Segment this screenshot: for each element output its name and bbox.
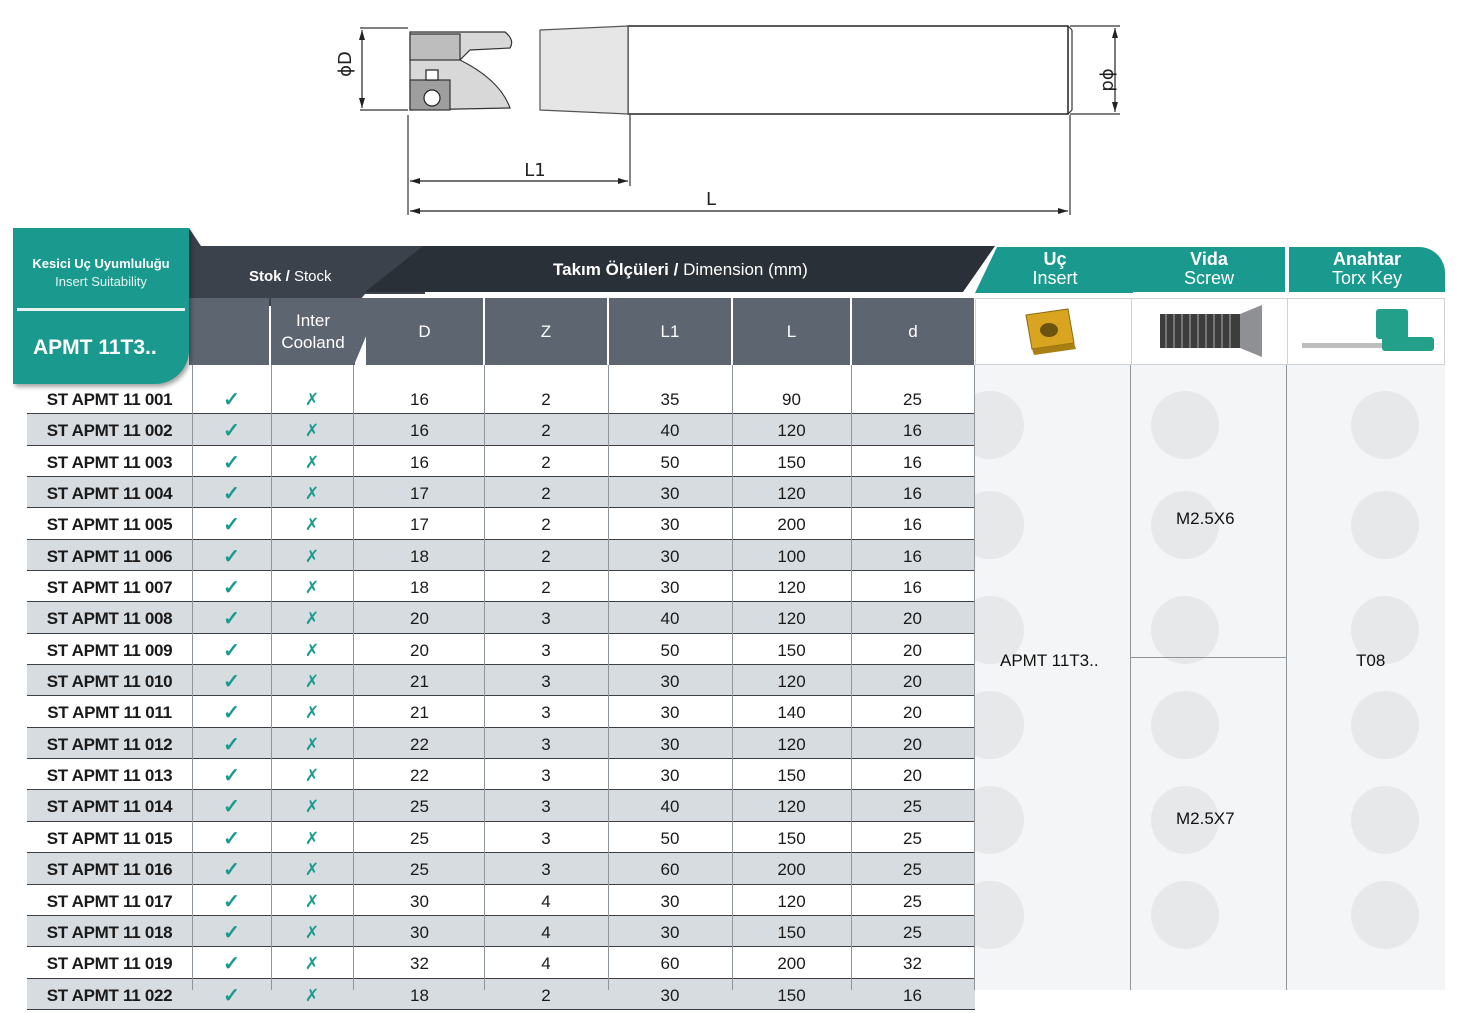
cell-d: 25: [903, 390, 922, 409]
cell-l: 120: [777, 797, 806, 817]
stock-check-icon: ✓: [223, 890, 240, 913]
col-Z-header: Z: [485, 298, 607, 365]
cell-code: ST APMT 11 019: [46, 954, 173, 974]
cooland-cross-icon: ✗: [304, 703, 320, 723]
table-row: [27, 979, 975, 1010]
cell-z: 2: [541, 985, 551, 1005]
cell-l: 150: [777, 922, 806, 942]
cell-code: ST APMT 11 004: [46, 484, 173, 504]
stock-check-icon: ✓: [223, 577, 240, 600]
cell-l1: 60: [660, 860, 680, 880]
cell-d: 22: [410, 766, 429, 786]
torx-key-image: [1287, 298, 1445, 365]
cell-d: 18: [410, 546, 429, 566]
cell-d: 20: [903, 703, 922, 723]
cell-z: 2: [541, 390, 551, 409]
cell-l: 120: [777, 578, 806, 598]
cell-l1: 50: [660, 640, 680, 660]
cell-d: 16: [903, 484, 922, 504]
col-L1-header: L1: [609, 298, 731, 365]
stock-check-icon: ✓: [223, 953, 240, 976]
cell-d: 16: [410, 421, 429, 441]
cell-code: ST APMT 11 018: [46, 922, 173, 942]
cell-code: ST APMT 11 014: [46, 797, 173, 817]
cell-code: ST APMT 11 006: [46, 546, 173, 566]
cell-l1: 30: [660, 891, 680, 911]
col-D-header: D: [366, 298, 483, 365]
cell-d: 20: [903, 672, 922, 692]
stock-subheader: [189, 298, 269, 365]
cooland-cross-icon: ✗: [304, 954, 320, 974]
cell-code: ST APMT 11 001: [46, 390, 173, 409]
screw-value-a: M2.5X6: [1176, 509, 1235, 528]
screw-value-b: M2.5X7: [1176, 809, 1235, 828]
table-row: [27, 602, 975, 633]
cell-z: 2: [541, 515, 551, 535]
dim-label-D: ϕD: [335, 51, 356, 77]
cell-z: 3: [541, 766, 551, 786]
stock-check-icon: ✓: [223, 639, 240, 662]
cell-d: 32: [903, 954, 922, 974]
stock-check-icon: ✓: [223, 671, 240, 694]
cell-l1: 30: [660, 578, 680, 598]
cooland-cross-icon: ✗: [304, 985, 320, 1005]
cell-l: 120: [777, 421, 806, 441]
table-row: [27, 414, 975, 445]
cell-z: 2: [541, 452, 551, 472]
cooland-cross-icon: ✗: [304, 578, 320, 598]
cell-l1: 30: [660, 672, 680, 692]
divider: [17, 308, 185, 311]
cell-code: ST APMT 11 010: [46, 672, 173, 692]
cell-code: ST APMT 11 008: [46, 609, 173, 629]
cell-z: 4: [541, 891, 551, 911]
cell-l1: 50: [660, 828, 680, 848]
cooland-cross-icon: ✗: [304, 390, 320, 409]
divider: [353, 365, 354, 990]
cooland-cross-icon: ✗: [304, 766, 320, 786]
cell-code: ST APMT 11 002: [46, 421, 173, 441]
torx-key-value: T08: [1356, 651, 1386, 670]
cell-l1: 50: [660, 452, 680, 472]
insert-icon: [976, 299, 1131, 364]
divider: [271, 365, 272, 990]
cooland-cross-icon: ✗: [304, 640, 320, 660]
cell-d: 16: [903, 421, 922, 441]
cell-z: 3: [541, 609, 551, 629]
screw-header: Vida Screw: [1133, 247, 1285, 292]
divider: [1286, 365, 1287, 990]
table-row: [27, 790, 975, 821]
divider: [192, 365, 193, 990]
cell-d: 16: [903, 985, 922, 1005]
table-row: [27, 634, 975, 665]
table-row: [27, 571, 975, 602]
cell-code: ST APMT 11 009: [46, 640, 173, 660]
cell-d: 16: [903, 578, 922, 598]
cell-code: ST APMT 11 011: [47, 703, 172, 723]
cell-d: 32: [410, 954, 429, 974]
table-row: [27, 947, 975, 978]
cell-code: ST APMT 11 017: [46, 891, 173, 911]
stock-check-icon: ✓: [223, 859, 240, 882]
cell-d: 25: [903, 828, 922, 848]
stock-check-icon: ✓: [223, 765, 240, 788]
cell-code: ST APMT 11 012: [46, 734, 173, 754]
dim-label-d: ϕd: [1098, 68, 1119, 92]
cell-z: 4: [541, 922, 551, 942]
table-row: [27, 853, 975, 884]
table-row: [27, 728, 975, 759]
cell-l: 100: [777, 546, 806, 566]
cell-d: 30: [410, 922, 429, 942]
torx-key-icon: [1288, 299, 1444, 364]
torx-key-header: Anahtar Torx Key: [1289, 247, 1445, 292]
col-L-header: L: [733, 298, 850, 365]
cell-l: 120: [777, 734, 806, 754]
merged-components-area: [975, 365, 1445, 990]
cell-z: 4: [541, 954, 551, 974]
screw-image: [1131, 298, 1288, 365]
cell-code: ST APMT 11 015: [46, 828, 173, 848]
cell-l1: 30: [660, 734, 680, 754]
stock-check-icon: ✓: [223, 420, 240, 443]
cooland-cross-icon: ✗: [304, 828, 320, 848]
table-row: [27, 885, 975, 916]
cell-l: 200: [777, 954, 806, 974]
cell-code: ST APMT 11 013: [46, 766, 173, 786]
cell-d: 20: [410, 609, 429, 629]
cell-d: 30: [410, 891, 429, 911]
cell-l1: 40: [660, 609, 680, 629]
cell-d: 16: [410, 452, 429, 472]
cell-l: 200: [777, 515, 806, 535]
cell-l1: 30: [660, 515, 680, 535]
cell-l1: 60: [660, 954, 680, 974]
divider: [732, 365, 733, 990]
cell-d: 25: [903, 891, 922, 911]
stock-check-icon: ✓: [223, 389, 240, 411]
cell-l: 120: [777, 609, 806, 629]
cell-code: ST APMT 11 005: [46, 515, 173, 535]
cell-z: 3: [541, 828, 551, 848]
cell-d: 25: [903, 922, 922, 942]
stock-check-icon: ✓: [223, 733, 240, 756]
insert-suitability-badge: [13, 228, 189, 384]
cell-l1: 40: [660, 421, 680, 441]
cell-d: 25: [903, 797, 922, 817]
cell-l1: 30: [660, 546, 680, 566]
cell-l1: 40: [660, 797, 680, 817]
watermark-pattern: [975, 365, 1445, 990]
table-row: [27, 446, 975, 477]
table-row: [27, 822, 975, 853]
cell-l: 150: [777, 640, 806, 660]
cell-z: 3: [541, 672, 551, 692]
screw-icon: [1132, 299, 1287, 364]
cell-l: 150: [777, 766, 806, 786]
cell-l1: 30: [660, 484, 680, 504]
cell-d: 18: [410, 578, 429, 598]
cell-d: 18: [410, 985, 429, 1005]
suitability-code: APMT 11T3..: [33, 336, 157, 359]
table-row: [27, 540, 975, 571]
insert-value: APMT 11T3..: [1000, 651, 1099, 670]
divider: [1130, 365, 1131, 990]
cell-z: 2: [541, 421, 551, 441]
divider: [484, 365, 485, 990]
stock-check-icon: ✓: [223, 514, 240, 537]
cell-d: 25: [410, 828, 429, 848]
cell-d: 20: [903, 640, 922, 660]
cooland-cross-icon: ✗: [304, 452, 320, 472]
cell-l1: 35: [660, 390, 680, 409]
cell-l1: 30: [660, 922, 680, 942]
table-row: [27, 477, 975, 508]
insert-header: Uç Insert: [1032, 249, 1078, 288]
table-row: [27, 759, 975, 790]
cell-d: 22: [410, 734, 429, 754]
cell-d: 16: [903, 546, 922, 566]
cell-l: 150: [777, 452, 806, 472]
cooland-cross-icon: ✗: [304, 421, 320, 441]
stock-check-icon: ✓: [223, 608, 240, 631]
badge-fold: [189, 228, 201, 248]
cell-l1: 30: [660, 766, 680, 786]
cell-l1: 30: [660, 703, 680, 723]
stock-check-icon: ✓: [223, 984, 240, 1007]
stock-check-icon: ✓: [223, 545, 240, 568]
stock-header: Stok / Stock: [249, 268, 332, 285]
table-row: [27, 665, 975, 696]
cell-d: 20: [410, 640, 429, 660]
cell-d: 20: [903, 609, 922, 629]
divider: [974, 365, 975, 990]
dim-label-L: L: [705, 189, 717, 210]
cell-l1: 30: [660, 985, 680, 1005]
divider: [608, 365, 609, 990]
cell-d: 21: [410, 672, 429, 692]
cell-z: 2: [541, 546, 551, 566]
cell-d: 17: [410, 515, 429, 535]
cooland-cross-icon: ✗: [304, 797, 320, 817]
cell-l: 150: [777, 828, 806, 848]
stock-check-icon: ✓: [223, 827, 240, 850]
cell-l: 120: [777, 672, 806, 692]
cell-z: 3: [541, 860, 551, 880]
cooland-cross-icon: ✗: [304, 734, 320, 754]
cell-l: 150: [777, 985, 806, 1005]
cooland-cross-icon: ✗: [304, 922, 320, 942]
cell-z: 2: [541, 484, 551, 504]
insert-image: [975, 298, 1132, 365]
cell-l: 200: [777, 860, 806, 880]
cooland-cross-icon: ✗: [304, 672, 320, 692]
divider: [1130, 657, 1287, 658]
cell-z: 2: [541, 578, 551, 598]
cooland-cross-icon: ✗: [304, 515, 320, 535]
stock-check-icon: ✓: [223, 451, 240, 474]
stock-check-icon: ✓: [223, 702, 240, 725]
cell-code: ST APMT 11 022: [46, 985, 173, 1005]
cell-l: 120: [777, 891, 806, 911]
cooland-cross-icon: ✗: [304, 484, 320, 504]
cell-d: 25: [903, 860, 922, 880]
table-row: [27, 383, 975, 414]
stock-check-icon: ✓: [223, 921, 240, 944]
cell-code: ST APMT 11 016: [46, 860, 173, 880]
tool-drawing: [0, 0, 1457, 225]
cell-d: 20: [903, 766, 922, 786]
stock-check-icon: ✓: [223, 483, 240, 506]
cell-l: 120: [777, 484, 806, 504]
cooland-cross-icon: ✗: [304, 891, 320, 911]
suitability-title: Kesici Uç Uyumluluğu: [32, 256, 170, 271]
stock-check-icon: ✓: [223, 796, 240, 819]
cell-l: 140: [777, 703, 806, 723]
cell-d: 16: [903, 452, 922, 472]
dimension-header: Takım Ölçüleri / Dimension (mm): [553, 260, 808, 279]
cell-d: 21: [410, 703, 429, 723]
cell-d: 17: [410, 484, 429, 504]
divider: [851, 365, 852, 990]
product-table: [27, 383, 975, 1010]
cell-z: 3: [541, 640, 551, 660]
cell-d: 16: [903, 515, 922, 535]
suitability-subtitle: Insert Suitability: [55, 274, 147, 289]
table-row: [27, 508, 975, 539]
cell-d: 16: [410, 390, 429, 409]
cooland-cross-icon: ✗: [304, 609, 320, 629]
table-row: [27, 696, 975, 727]
cell-d: 25: [410, 860, 429, 880]
cell-code: ST APMT 11 007: [46, 578, 173, 598]
cell-l: 90: [782, 390, 801, 409]
cell-d: 25: [410, 797, 429, 817]
table-row: [27, 916, 975, 947]
cooland-cross-icon: ✗: [304, 860, 320, 880]
cell-z: 3: [541, 734, 551, 754]
cooland-cross-icon: ✗: [304, 546, 320, 566]
cell-d: 20: [903, 734, 922, 754]
col-d-header: d: [852, 298, 974, 365]
cell-z: 3: [541, 703, 551, 723]
dim-label-L1: L1: [524, 160, 546, 181]
cell-code: ST APMT 11 003: [46, 452, 173, 472]
cell-z: 3: [541, 797, 551, 817]
inter-cooland-header: Inter Cooland: [271, 298, 355, 365]
